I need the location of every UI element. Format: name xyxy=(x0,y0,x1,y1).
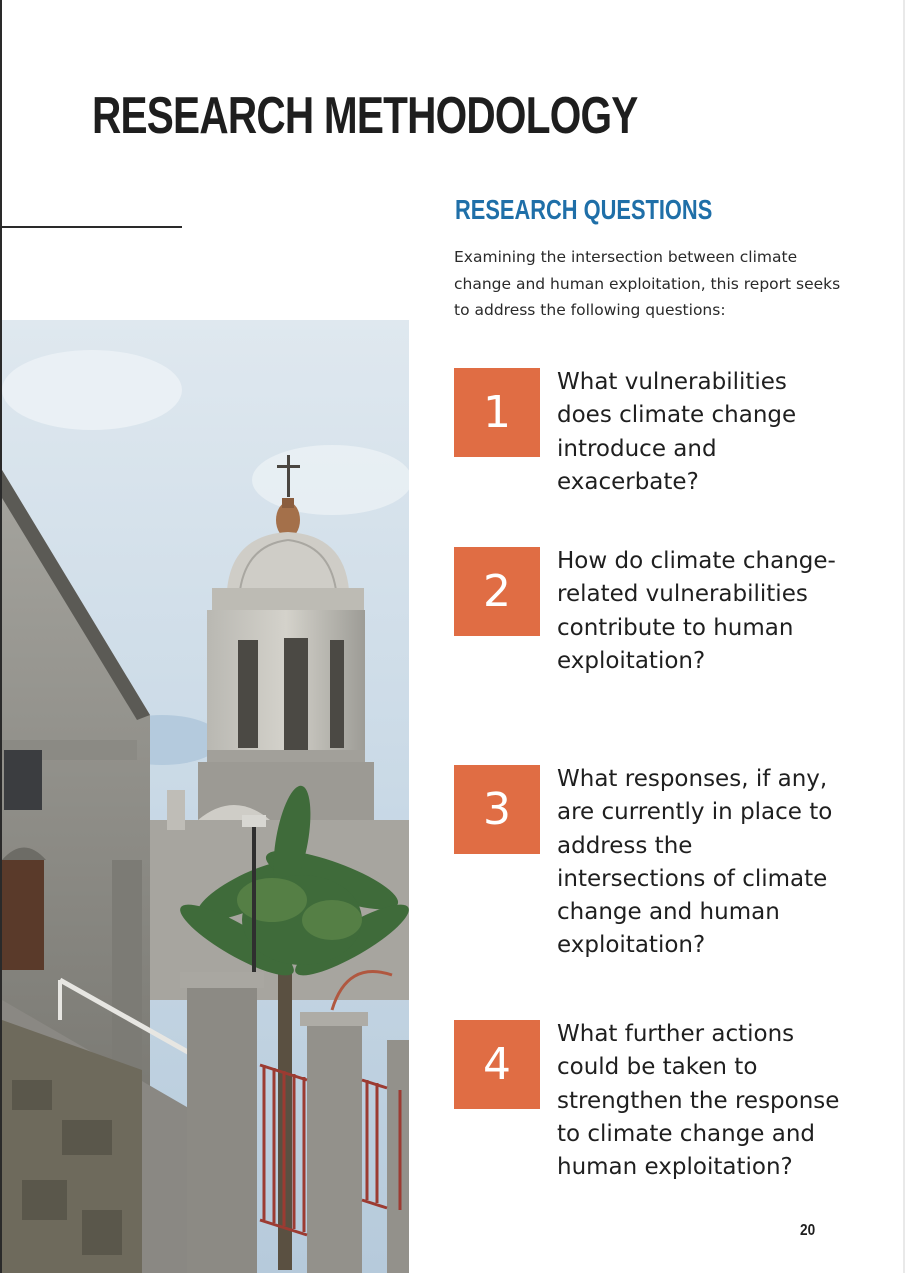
question-number-badge: 3 xyxy=(454,765,540,854)
question-text: How do climate change-related vulnerabilities contribute to human exploitation? xyxy=(557,548,836,674)
question-text: What further actions could be taken to strengthen the response to climate change and human exploitation? xyxy=(557,1021,840,1181)
question-text: What responses, if any, are currently in place to address the intersections of climate change and human exploitation? xyxy=(557,766,833,959)
question-text: What vulnerabilities does climate change introduce and exacerbate? xyxy=(557,369,797,495)
page-title: RESEARCH METHODOLOGY xyxy=(92,87,638,145)
title-underline xyxy=(0,226,182,228)
research-questions-intro: Examining the intersection between climate change and human exploitation, this report seeks to address the following questions: xyxy=(454,248,841,319)
research-questions-heading: RESEARCH QUESTIONS xyxy=(455,194,713,225)
cathedral-photo xyxy=(2,320,409,1273)
question-number-badge: 2 xyxy=(454,547,540,636)
question-number-badge: 1 xyxy=(454,368,540,457)
page-number: 20 xyxy=(800,1222,816,1239)
question-number-badge: 4 xyxy=(454,1020,540,1109)
